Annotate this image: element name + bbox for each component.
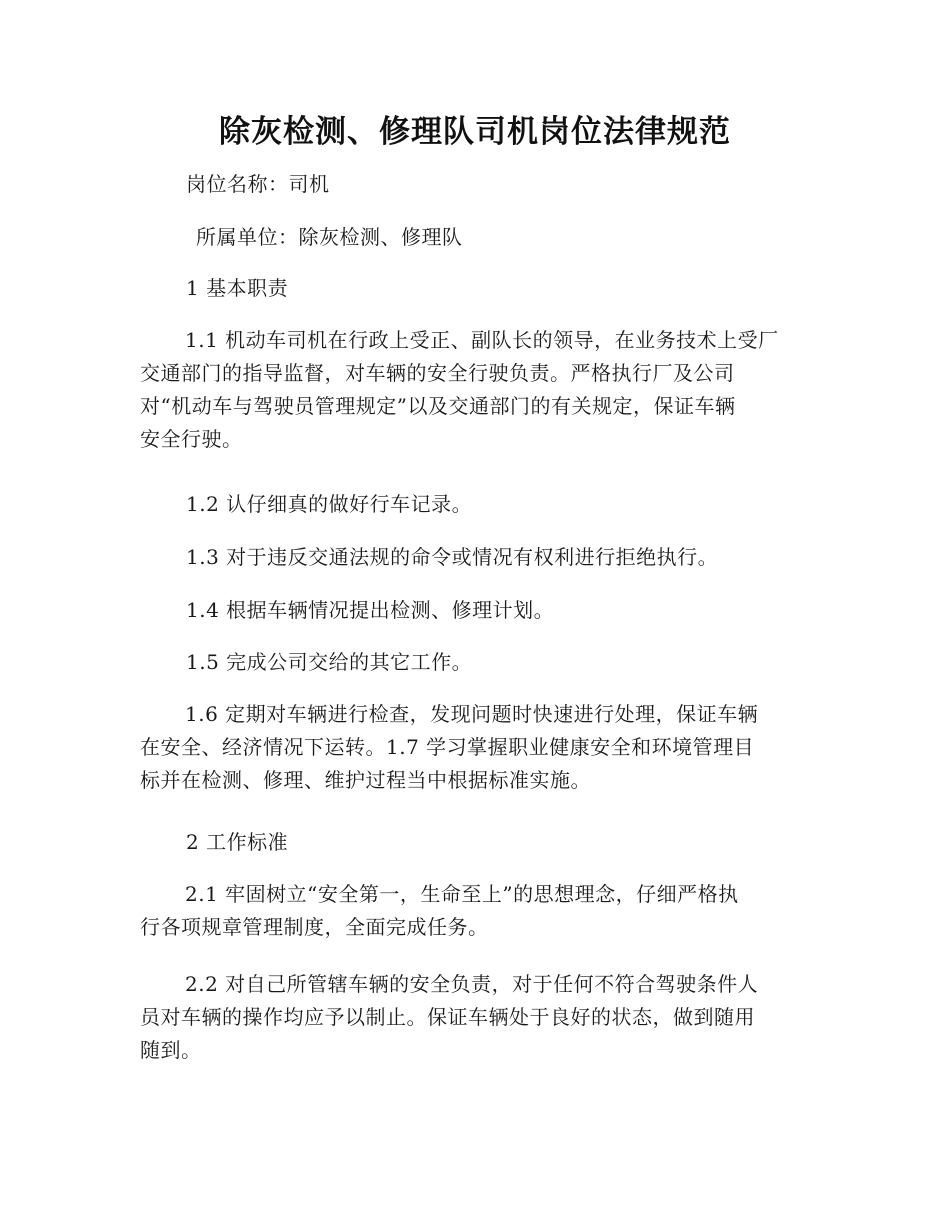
post-name: 岗位名称：司机: [186, 172, 330, 196]
unit-name: 所属单位：除灰检测、修理队: [196, 225, 463, 249]
text-line: 1.6 定期对车辆进行检查，发现问题时快速进行处理，保证车辆: [185, 702, 759, 726]
paragraph-1-6: [140, 698, 800, 797]
section-heading-work-standards: 2 工作标准: [186, 830, 289, 854]
text-line: 对“机动车与驾驶员管理规定”以及交通部门的有关规定，保证车辆: [140, 394, 736, 418]
paragraph-2-1: [140, 878, 800, 944]
paragraph-1-4: 1.4 根据车辆情况提出检测、修理计划。: [186, 598, 555, 622]
paragraph-1-3: 1.3 对于违反交通法规的命令或情况有权利进行拒绝执行。: [186, 545, 719, 569]
paragraph-2-2: [140, 968, 800, 1067]
paragraph-1-2: 1.2 认仔细真的做好行车记录。: [186, 492, 473, 516]
text-line: 在安全、经济情况下运转。1.7 学习掌握职业健康安全和环境管理目: [140, 735, 755, 759]
document-title: 除灰检测、修理队司机岗位法律规范: [219, 114, 731, 150]
text-line: 交通部门的指导监督，对车辆的安全行驶负责。严格执行厂及公司: [140, 361, 735, 385]
paragraph-1-5: 1.5 完成公司交给的其它工作。: [186, 650, 473, 674]
text-line: 标并在检测、修理、维护过程当中根据标准实施。: [140, 768, 591, 792]
text-line: 员对车辆的操作均应予以制止。保证车辆处于良好的状态，做到随用: [140, 1005, 755, 1029]
text-line: 安全行驶。: [140, 427, 243, 451]
paragraph-1-1: [140, 324, 800, 456]
text-line: 1.1 机动车司机在行政上受正、副队长的领导，在业务技术上受厂: [185, 328, 779, 352]
text-line: 随到。: [140, 1038, 202, 1062]
text-line: 2.2 对自己所管辖车辆的安全负责，对于任何不符合驾驶条件人: [185, 972, 759, 996]
section-heading-basic-duties: 1 基本职责: [186, 276, 289, 300]
text-line: 行各项规章管理制度，全面完成任务。: [140, 915, 489, 939]
text-line: 2.1 牢固树立“安全第一，生命至上”的思想理念，仔细严格执: [185, 882, 739, 906]
